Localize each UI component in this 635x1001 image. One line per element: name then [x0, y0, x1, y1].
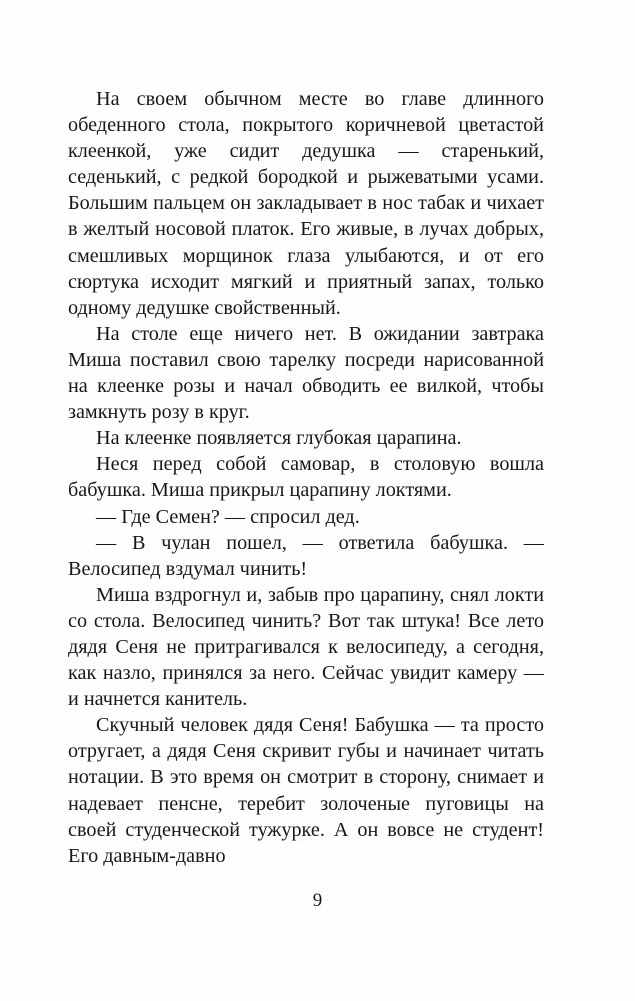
paragraph: Неся перед собой самовар, в столовую вошла бабушка. Миша прикрыл царапину локтями. [68, 453, 544, 502]
paragraph: На своем обычном месте во главе длинного обеденного стола, покрытого коричневой цветастой клеенкой, уже сидит дедушка — старенький, седенький, с редкой бородкой и рыжеватыми усами. Большим пальцем он закладывает в нос табак и чихает в желтый носовой платок. Его живые, в лучах добрых, смешливых морщинок глаза улыбаются, и от его сюртука исходит мягкий и приятный запах, только одному дедушке свойственный. [68, 88, 544, 319]
paragraph: Миша вздрогнул и, забыв про царапину, снял локти со стола. Велосипед чинить? Вот так штука! Все лето дядя Сеня не притрагивался к велосипеду, а сегодня, как назло, принялся за него. Сейчас увидит камеру — и начнется канитель. [68, 583, 544, 711]
page-number: 9 [312, 890, 323, 911]
dialogue-line: — Где Семен? — спросил дед. [96, 505, 360, 528]
paragraph: На клеенке появляется глубокая царапина. [96, 427, 462, 450]
page-text-block [68, 86, 544, 869]
paragraph: Скучный человек дядя Сеня! Бабушка — та просто отругает, а дядя Сеня скривит губы и начинает читать нотации. В это время он смотрит в сторону, снимает и надевает пенсне, теребит золоченые пуговицы на своей студенческой тужурке. А он вовсе не студент! Его давным-давно [68, 714, 544, 867]
paragraph: На столе еще ничего нет. В ожидании завтрака Миша поставил свою тарелку посреди нарисованной на клеенке розы и начал обводить ее вилкой, чтобы замкнуть розу в круг. [68, 322, 544, 424]
dialogue-line: — В чулан пошел, — ответила бабушка. — Велосипед вздумал чинить! [68, 531, 544, 580]
